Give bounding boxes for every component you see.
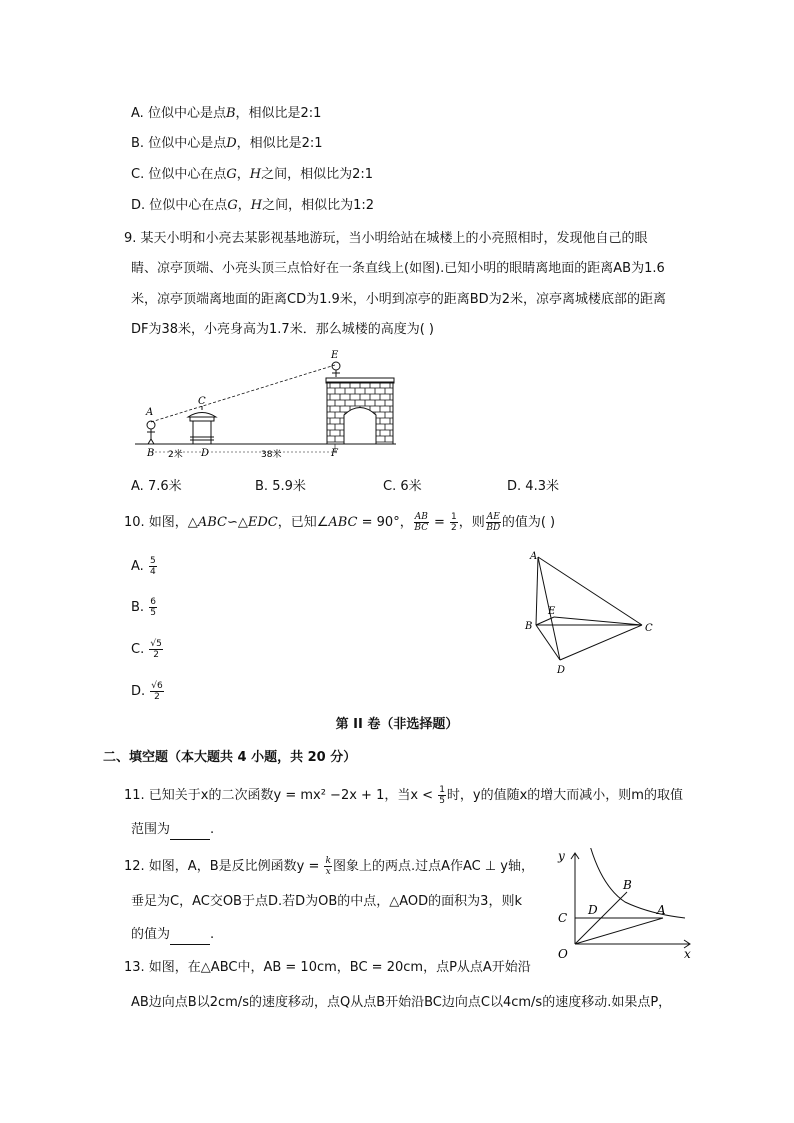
q9-option-d: D. 4.3米	[507, 479, 559, 494]
q12-line-2: 垂足为C，AC交OB于点D.若D为OB的中点，△AOD的面积为3，则k	[131, 894, 522, 909]
q8-option-b: B. 位似中心是点D，相似比是2:1	[131, 136, 323, 151]
q9-line-3: 米，凉亭顶端离地面的距离CD为1.9米，小明到凉亭的距离BD为2米，凉亭离城楼底部的距离	[131, 292, 666, 307]
q9-option-c: C. 6米	[383, 479, 422, 494]
fraction-ab-bc: $\frac{AB}{BC}$	[414, 512, 429, 533]
fig12-label-y: y	[558, 849, 565, 863]
q9-line-2: 睛、凉亭顶端、小亮头顶三点恰好在一条直线上(如图).已知小明的眼睛离地面的距离AB为1.6	[131, 261, 665, 276]
q8-option-c: C. 位似中心在点G，H之间，相似比为2:1	[131, 167, 374, 182]
fraction-ae-bd: $\frac{AE}{BD}$	[486, 512, 501, 533]
q10-option-a: A. $\frac{5}{4}$	[131, 556, 156, 577]
label-2m: 2米	[168, 450, 183, 460]
sight-line	[151, 365, 335, 422]
q12-blank[interactable]	[170, 932, 210, 945]
fig10-label-C: C	[645, 623, 653, 634]
fig12-label-B: B	[623, 878, 632, 892]
q13-line-2: AB边向点B以2cm/s的速度移动，点Q从点B开始沿BC边向点C以4cm/s的速度移动.如果点P，	[131, 995, 672, 1010]
pavilion	[188, 406, 216, 444]
part2-title: 第 II 卷（非选择题）	[335, 717, 459, 732]
q9-line-1: 9. 某天小明和小亮去某影视基地游玩，当小明给站在城楼上的小亮照相时，发现他自己的眼	[124, 231, 648, 246]
q11-line-2: 范围为 .	[131, 820, 214, 840]
q9-option-a: A. 7.6米	[131, 479, 182, 494]
person-xiaoliang	[332, 362, 340, 377]
label-E: E	[331, 350, 339, 361]
section-title: 二、填空题（本大题共 4 小题，共 20 分）	[103, 750, 357, 765]
fig10-label-E: E	[548, 606, 556, 617]
q8-option-a: A. 位似中心是点B，相似比是2:1	[131, 106, 322, 121]
q12-line-3: 的值为 .	[131, 925, 214, 945]
q13-line-1: 13. 如图，在△ABC中，AB = 10cm，BC = 20cm，点P从点A开始沿	[124, 960, 531, 975]
q9-option-b: B. 5.9米	[255, 479, 306, 494]
q10-figure	[520, 545, 660, 680]
fig12-label-C: C	[558, 911, 568, 925]
person-xiaoming	[147, 421, 155, 444]
q10-stem: 10. 如图，△ABC∽△EDC，已知∠ABC = 90°， $\frac{AB}{BC}$ = $\frac{1}{2}$ ，则 $\frac{AE}{BD}$ 的值为( )	[124, 512, 556, 533]
q12-figure	[550, 848, 700, 963]
fig12-label-O: O	[558, 947, 568, 961]
label-A: A	[146, 407, 154, 418]
q11-blank[interactable]	[170, 827, 210, 840]
q10-option-b: B. $\frac{6}{5}$	[131, 597, 156, 618]
q12-line-1: 12. 如图，A，B是反比例函数y = $\frac{k}{x}$ 图象上的两点.过点A作AC ⊥ y轴，	[124, 856, 535, 877]
q11-line-1: 11. 已知关于x的二次函数y = mx² −2x + 1，当x < $\frac{1}{5}$ 时，y的值随x的增大而减小，则m的取值	[124, 785, 683, 806]
q10-option-c: C. $\frac{√5}{2}$	[131, 639, 162, 660]
fig12-label-A: A	[657, 903, 666, 917]
fig10-label-D: D	[557, 665, 566, 676]
label-D: D	[201, 448, 210, 459]
fig12-label-x: x	[684, 947, 691, 961]
fig10-label-A: A	[530, 551, 538, 562]
label-38m: 38米	[261, 450, 282, 460]
label-B: B	[147, 448, 155, 459]
label-C: C	[198, 396, 206, 407]
q8-option-d: D. 位似中心在点G，H之间，相似比为1:2	[131, 198, 374, 213]
q10-option-d: D. $\frac{√6}{2}$	[131, 681, 163, 702]
city-gate	[326, 378, 394, 444]
q9-figure	[130, 345, 400, 463]
fig10-label-B: B	[525, 621, 533, 632]
fraction-half: $\frac{1}{2}$	[451, 512, 457, 533]
q9-line-4: DF为38米，小亮身高为1.7米．那么城楼的高度为( )	[131, 322, 434, 337]
label-F: F	[331, 448, 338, 459]
fig12-label-D: D	[588, 903, 598, 917]
